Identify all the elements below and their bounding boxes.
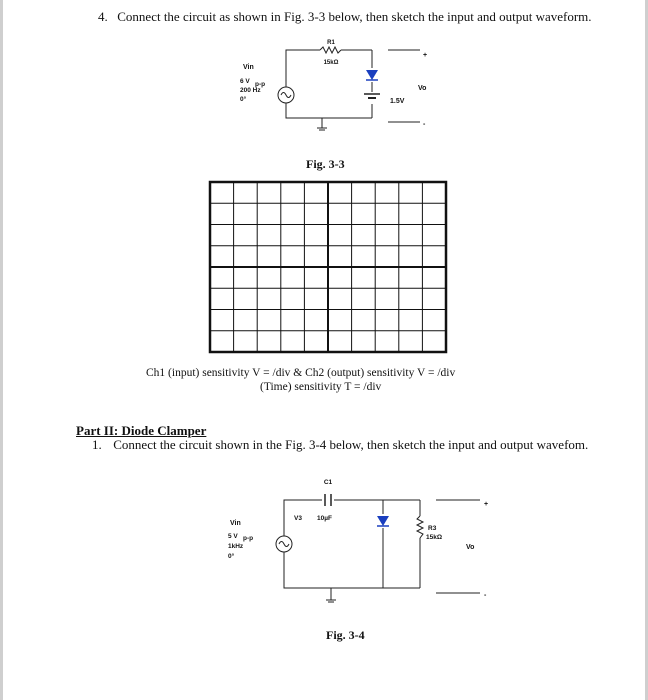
fig33-minus: - xyxy=(423,121,426,128)
part-2-heading: Part II: Diode Clamper xyxy=(76,423,207,438)
fig34-r3-resistor xyxy=(417,516,423,538)
fig34-r3-value: 15kΩ xyxy=(426,534,443,541)
fig34-diode-icon xyxy=(377,516,389,526)
fig34-c1-value: 10µF xyxy=(317,515,332,522)
question-4-text: Connect the circuit as shown in Fig. 3-3 below, then sketch the input and output waveform. xyxy=(117,9,592,24)
fig34-minus: - xyxy=(484,592,487,599)
fig33-r1-resistor xyxy=(320,47,341,53)
fig34-v3-label: V3 xyxy=(294,515,302,522)
fig33-ground-icon xyxy=(317,128,327,130)
fig34-wire-bottom xyxy=(284,552,420,588)
fig34-vo-label: Vo xyxy=(466,544,475,551)
fig33-diode-icon xyxy=(366,70,378,80)
fig34-ground-icon xyxy=(326,600,336,602)
part-2-question-1-number: 1. xyxy=(92,437,102,452)
fig33-wire-top-left xyxy=(286,50,320,90)
fig34-r3-label: R3 xyxy=(428,525,437,532)
sensitivity-line-1: Ch1 (input) sensitivity V = /div & Ch2 (output) sensitivity V = /div xyxy=(146,367,456,379)
fig33-plus: + xyxy=(423,52,428,59)
fig-3-4-circuit xyxy=(0,470,648,660)
question-4-number: 4. xyxy=(98,9,108,24)
part-2-question-1 xyxy=(92,437,588,453)
fig34-vin-label: Vin xyxy=(230,520,241,527)
fig33-r1-label: R1 xyxy=(327,40,335,46)
fig33-vin-freq: 200 Hz xyxy=(240,87,261,94)
fig33-vo-label: Vo xyxy=(418,85,427,92)
sensitivity-line-2: (Time) sensitivity T = /div xyxy=(260,381,382,393)
fig33-wire-bottom xyxy=(286,100,372,118)
fig34-plus: + xyxy=(484,501,489,508)
fig-3-3-circuit xyxy=(0,0,648,180)
fig34-vin-freq: 1kHz xyxy=(228,543,244,550)
fig34-vin-phase: 0° xyxy=(228,553,235,560)
fig33-r1-value: 15kΩ xyxy=(323,60,339,66)
fig-3-3-caption: Fig. 3-3 xyxy=(306,157,345,171)
fig33-vin-phase: 0° xyxy=(240,96,247,103)
fig33-battery-label: 1.5V xyxy=(390,98,405,105)
fig34-vin-pp: p-p xyxy=(243,535,254,542)
fig34-vin-amp: 5 V xyxy=(228,533,238,540)
fig-3-4-caption: Fig. 3-4 xyxy=(326,628,365,642)
fig34-c1-label: C1 xyxy=(323,479,333,486)
part-2-question-1-text: Connect the circuit shown in the Fig. 3-4 below, then sketch the input and output wavefom. xyxy=(113,437,589,452)
fig33-vin-amp: 6 V xyxy=(240,78,250,85)
fig33-vin-pp: p-p xyxy=(255,81,266,88)
fig33-vin-label: Vin xyxy=(243,64,254,71)
oscilloscope-grid xyxy=(208,180,448,354)
